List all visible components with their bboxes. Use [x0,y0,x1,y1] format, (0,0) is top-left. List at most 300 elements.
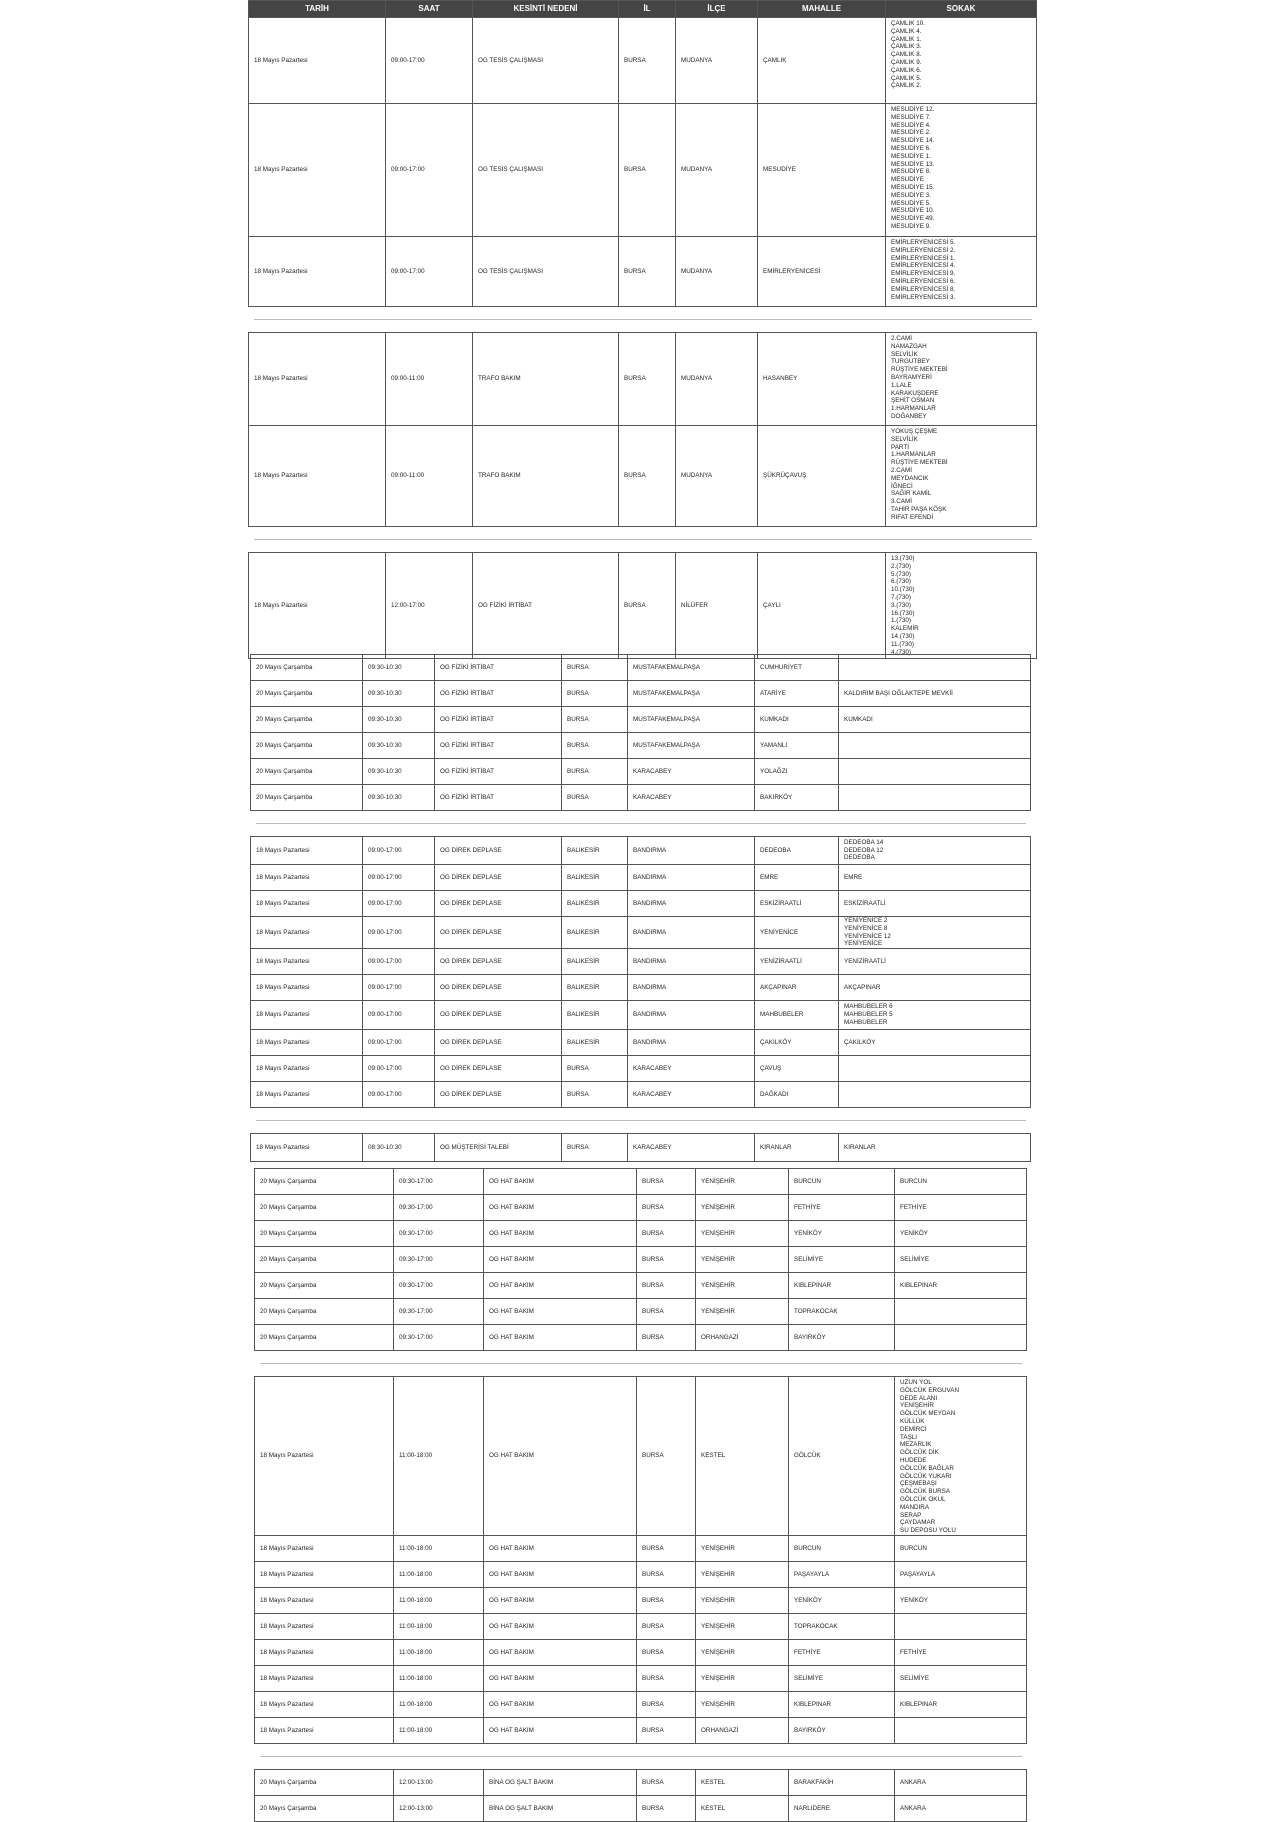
separator-row [249,307,1037,333]
reason-cell: OG HAT BAKIM [484,1588,637,1614]
province-cell: BURSA [562,1082,628,1108]
time-cell: 09:00-17:00 [363,1082,435,1108]
neighborhood-cell: YENİKÖY [789,1221,895,1247]
date-cell: 18 Mayıs Pazartesi [251,949,363,975]
table-row [255,1614,1027,1640]
street-name: ŞEHİT OSMAN [891,397,935,405]
neighborhood-cell: TOPRAKOCAK [789,1614,895,1640]
table-row [255,1770,1027,1796]
neighborhood-cell: BAYIRKÖY [789,1718,895,1744]
table-row [255,1666,1027,1692]
neighborhood-cell: KIBLEPINAR [789,1273,895,1299]
time-cell: 11:00-18:00 [394,1614,484,1640]
street-name: GÖLCÜK BURSA [900,1488,951,1496]
street-cell [895,1770,1027,1796]
street-name: YENİŞEHİR [900,1402,934,1410]
street-cell [895,1640,1027,1666]
table-row [251,681,1031,707]
date-cell: 20 Mayıs Çarşamba [255,1195,394,1221]
street-name: SELVİLİK [891,435,918,443]
reason-cell: OG HAT BAKIM [484,1562,637,1588]
time-cell: 09:30-17:00 [394,1195,484,1221]
street-name: BAYRAMYERİ [891,373,932,381]
street-name: ESKİZİRAATLİ [844,899,886,907]
date-cell: 20 Mayıs Çarşamba [255,1299,394,1325]
neighborhood-cell: NARLIDERE [789,1796,895,1822]
province-cell: BALIKESİR [562,837,628,865]
neighborhood-cell: BARAKFAKİH [789,1770,895,1796]
street-name: YENİYENİCE [844,940,883,948]
date-cell: 18 Mayıs Pazartesi [255,1614,394,1640]
street-name: TAŞLI [900,1433,918,1441]
time-cell: 09:30-10:30 [363,655,435,681]
province-cell: BURSA [637,1562,696,1588]
separator-cell [255,1351,1027,1377]
district-cell: MUDANYA [676,104,758,237]
table-row [251,865,1031,891]
street-cell [839,837,1031,865]
street-name: MESUDİYE 1. [891,152,931,160]
province-cell: BURSA [562,759,628,785]
district-cell: BANDIRMA [628,917,755,949]
street-name: 13.(730) [891,555,915,562]
date-cell: 20 Mayıs Çarşamba [251,785,363,811]
province-cell: BALIKESİR [562,865,628,891]
street-name: 10.(730) [891,586,915,594]
table-row [251,759,1031,785]
street-name: ÇAKILKÖY [844,1038,876,1046]
neighborhood-cell: BAYIRKÖY [789,1325,895,1351]
street-name: ÇAMLIK 1. [891,35,922,43]
district-cell: KARACABEY [628,759,755,785]
district-cell: ORHANGAZİ [696,1718,789,1744]
table-row [255,1377,1027,1536]
neighborhood-cell: ÇAMLIK [758,18,886,104]
time-cell: 09:30-10:30 [363,759,435,785]
street-name: DEDE ALANI [900,1394,938,1402]
time-cell: 12:00-17:00 [386,553,473,659]
street-name: 11.(730) [891,640,914,648]
neighborhood-cell: KIBLEPINAR [789,1692,895,1718]
street-name: DEDEOBA [844,854,875,862]
street-cell [895,1325,1027,1351]
table-row [251,949,1031,975]
time-cell: 09:30-17:00 [394,1247,484,1273]
neighborhood-cell: YENİKÖY [789,1588,895,1614]
separator-line [260,1756,1022,1757]
reason-cell: OG DİREK DEPLASE [435,865,562,891]
table-row [251,1030,1031,1056]
street-name: ÇAMLIK 2. [891,82,922,90]
street-name: YENİKÖY [900,1596,928,1604]
table-row [255,1796,1027,1822]
neighborhood-cell: PAŞAYAYLA [789,1562,895,1588]
table-row [251,655,1031,681]
reason-cell: OG HAT BAKIM [484,1169,637,1195]
date-cell: 18 Mayıs Pazartesi [249,18,386,104]
table-header-row [249,1,1037,18]
street-name: TAHİR PAŞA KÖŞK [891,505,947,513]
neighborhood-cell: HASANBEY [758,333,886,426]
outage-table-1 [248,0,1037,659]
table-row [255,1536,1027,1562]
date-cell: 18 Mayıs Pazartesi [255,1692,394,1718]
reason-cell: OG MÜŞTERİSİ TALEBİ [435,1134,562,1162]
street-cell [895,1536,1027,1562]
time-cell: 09:00-17:00 [363,917,435,949]
date-cell: 20 Mayıs Çarşamba [255,1221,394,1247]
street-name: ÇAMLIK 3. [891,43,922,51]
time-cell: 09:00-11:00 [386,333,473,426]
street-name: KARAKUŞDERE [891,389,939,397]
table-row [251,975,1031,1001]
date-cell: 20 Mayıs Çarşamba [251,733,363,759]
street-name: ÇEŞMEBAŞI [900,1480,937,1488]
time-cell: 11:00-18:00 [394,1718,484,1744]
street-cell [839,707,1031,733]
district-cell: YENİŞEHİR [696,1562,789,1588]
street-name: YENİZİRAATLİ [844,957,886,965]
street-name: MEZARLIK [900,1441,932,1449]
district-cell: YENİŞEHİR [696,1273,789,1299]
street-name: ÇAMLIK 4. [891,27,922,35]
street-name: KIBLEPINAR [900,1700,938,1708]
reason-cell: OG DİREK DEPLASE [435,949,562,975]
street-name: 1.LALE [891,381,912,389]
street-name: MESUDİYE [891,176,924,184]
street-name: KUMKADI [844,715,873,723]
province-cell: BURSA [637,1195,696,1221]
date-cell: 18 Mayıs Pazartesi [251,975,363,1001]
district-cell: YENİŞEHİR [696,1588,789,1614]
time-cell: 12:00-13:00 [394,1770,484,1796]
province-cell: BURSA [637,1221,696,1247]
table-row [249,553,1037,659]
street-cell [895,1614,1027,1640]
time-cell: 09:30-17:00 [394,1169,484,1195]
separator-row [249,527,1037,553]
province-cell: BALIKESİR [562,1001,628,1030]
district-cell: YENİŞEHİR [696,1666,789,1692]
street-name: ÇAYDAMAR [900,1519,936,1527]
date-cell: 18 Mayıs Pazartesi [251,1082,363,1108]
reason-cell: OG DİREK DEPLASE [435,975,562,1001]
neighborhood-cell: FETHİYE [789,1195,895,1221]
table-row [249,18,1037,104]
date-cell: 20 Mayıs Çarşamba [255,1247,394,1273]
reason-cell: OG HAT BAKIM [484,1195,637,1221]
date-cell: 18 Mayıs Pazartesi [251,1030,363,1056]
header-date: TARİH [249,1,386,18]
table-row [251,891,1031,917]
neighborhood-cell: ESKİZİRAATLİ [755,891,839,917]
reason-cell: TRAFO BAKIM [473,333,619,426]
district-cell: MUSTAFAKEMALPAŞA [628,733,755,759]
time-cell: 09:00-17:00 [386,237,473,307]
province-cell: BURSA [619,426,676,527]
reason-cell: OG HAT BAKIM [484,1247,637,1273]
street-cell [895,1299,1027,1325]
header-neighborhood: MAHALLE [758,1,886,18]
district-cell: MUSTAFAKEMALPAŞA [628,655,755,681]
street-name: 14.(730) [891,632,915,640]
street-name: GÖLCÜK YUKARI [900,1472,952,1480]
street-name: NAMAZGAH [891,342,927,350]
district-cell: MUSTAFAKEMALPAŞA [628,681,755,707]
street-name: KALEMİR [891,625,919,633]
time-cell: 12:00-13:00 [394,1796,484,1822]
time-cell: 09:30-17:00 [394,1299,484,1325]
reason-cell: OG DİREK DEPLASE [435,917,562,949]
street-cell [895,1692,1027,1718]
table-row [251,707,1031,733]
table-row [251,1056,1031,1082]
district-cell: NİLÜFER [676,553,758,659]
province-cell: BALIKESİR [562,917,628,949]
date-cell: 18 Mayıs Pazartesi [251,1134,363,1162]
date-cell: 20 Mayıs Çarşamba [251,707,363,733]
time-cell: 09:00-17:00 [363,1056,435,1082]
time-cell: 09:00-17:00 [363,891,435,917]
street-name: DEDEOBA 14 [844,838,884,846]
time-cell: 08:30-10:30 [363,1134,435,1162]
date-cell: 18 Mayıs Pazartesi [249,553,386,659]
separator-cell [249,527,1037,553]
reason-cell: OG TESİS ÇALIŞMASI [473,18,619,104]
province-cell: BALIKESİR [562,949,628,975]
street-name: KIRANLAR [844,1143,876,1151]
neighborhood-cell: TOPRAKOCAK [789,1299,895,1325]
street-name: EMİRLERYENİCESİ 2. [891,246,956,254]
province-cell: BURSA [619,104,676,237]
reason-cell: OG DİREK DEPLASE [435,891,562,917]
street-name: YENİYENİCE 2 [844,917,888,924]
street-cell [839,681,1031,707]
date-cell: 18 Mayıs Pazartesi [249,237,386,307]
reason-cell: OG HAT BAKIM [484,1273,637,1299]
neighborhood-cell: MESUDİYE [758,104,886,237]
time-cell: 09:30-17:00 [394,1221,484,1247]
street-name: GÖLCÜK BAĞLAR [900,1464,954,1472]
table-row [255,1588,1027,1614]
street-name: HUDEDE [900,1456,927,1464]
street-name: MESUDİYE 2. [891,129,931,137]
province-cell: BURSA [562,733,628,759]
street-name: ÇAMLIK 6. [891,66,922,74]
street-cell [895,1273,1027,1299]
province-cell: BURSA [562,707,628,733]
street-name: MAHBUBELER 6 [844,1003,893,1011]
neighborhood-cell: YENİYENİCE [755,917,839,949]
district-cell: BANDIRMA [628,1001,755,1030]
reason-cell: OG HAT BAKIM [484,1377,637,1536]
time-cell: 11:00-18:00 [394,1692,484,1718]
district-cell: YENİŞEHİR [696,1195,789,1221]
header-reason: KESİNTİ NEDENİ [473,1,619,18]
district-cell: YENİŞEHİR [696,1299,789,1325]
street-cell [839,759,1031,785]
street-name: MANDIRA [900,1503,930,1511]
reason-cell: OG HAT BAKIM [484,1536,637,1562]
street-cell [886,104,1037,237]
neighborhood-cell: CUMHURİYET [755,655,839,681]
district-cell: KESTEL [696,1796,789,1822]
time-cell: 09:30-17:00 [394,1273,484,1299]
street-name: BURCUN [900,1544,927,1552]
province-cell: BURSA [637,1536,696,1562]
table-row [251,1134,1031,1162]
neighborhood-cell: BURCUN [789,1536,895,1562]
date-cell: 20 Mayıs Çarşamba [255,1770,394,1796]
street-cell [839,1030,1031,1056]
street-name: YENİYENİCE 8 [844,924,888,932]
table-row [249,333,1037,426]
table-row [251,785,1031,811]
province-cell: BURSA [637,1796,696,1822]
date-cell: 18 Mayıs Pazartesi [249,333,386,426]
date-cell: 18 Mayıs Pazartesi [255,1562,394,1588]
street-name: ÇAMLIK 8. [891,51,922,59]
date-cell: 18 Mayıs Pazartesi [255,1718,394,1744]
street-name: SU DEPOSU YOLU [900,1527,956,1535]
street-name: MESUDİYE 13. [891,160,935,168]
table-row [255,1169,1027,1195]
reason-cell: OG FİZİKİ İRTİBAT [435,681,562,707]
street-name: TURGUTBEY [891,358,930,366]
date-cell: 20 Mayıs Çarşamba [255,1169,394,1195]
district-cell: YENİŞEHİR [696,1692,789,1718]
street-name: KÜLLÜK [900,1417,925,1425]
date-cell: 20 Mayıs Çarşamba [251,655,363,681]
street-name: 1.HARMANLAR [891,405,936,413]
district-cell: MUDANYA [676,333,758,426]
time-cell: 09:30-10:30 [363,707,435,733]
street-name: GÖLCÜK ERGUVAN [900,1386,960,1394]
street-name: MAHBUBELER [844,1019,888,1027]
separator-row [251,1108,1031,1134]
street-cell [886,426,1037,527]
province-cell: BURSA [637,1273,696,1299]
neighborhood-cell: ÇAVUŞ [755,1056,839,1082]
date-cell: 18 Mayıs Pazartesi [251,865,363,891]
street-name: MESUDİYE 6. [891,144,931,152]
neighborhood-cell: ÇAKILKÖY [755,1030,839,1056]
street-name: PARTİ [891,443,909,451]
reason-cell: OG DİREK DEPLASE [435,837,562,865]
header-province: İL [619,1,676,18]
reason-cell: OG HAT BAKIM [484,1718,637,1744]
date-cell: 18 Mayıs Pazartesi [251,1056,363,1082]
neighborhood-cell: BAKIRKÖY [755,785,839,811]
street-name: ÇAMLIK 9. [891,58,922,66]
street-name: ANKARA [900,1778,926,1786]
reason-cell: TRAFO BAKIM [473,426,619,527]
district-cell: KESTEL [696,1770,789,1796]
table-row [255,1299,1027,1325]
province-cell: BURSA [637,1666,696,1692]
street-name: MESUDİYE 7. [891,113,931,121]
table-row [255,1640,1027,1666]
date-cell: 20 Mayıs Çarşamba [255,1273,394,1299]
separator-line [256,1120,1026,1121]
street-name: YENİKÖY [900,1229,928,1237]
separator-row [255,1744,1027,1770]
table-row [249,426,1037,527]
province-cell: BURSA [562,1056,628,1082]
district-cell: KARACABEY [628,1082,755,1108]
street-name: SELİMİYE [900,1674,930,1682]
street-name: MESUDİYE 49. [891,215,935,223]
street-name: EMİRLERYENİCESİ 5. [891,239,956,246]
table-row [255,1718,1027,1744]
street-name: GÖLCÜK DİK [900,1449,939,1457]
street-name: ANKARA [900,1804,926,1812]
reason-cell: OG FİZİKİ İRTİBAT [435,733,562,759]
neighborhood-cell: YOLAĞZI [755,759,839,785]
street-cell [839,785,1031,811]
street-name: BURCUN [900,1177,927,1185]
street-name: RÜŞTİYE MEKTEBİ [891,459,948,467]
province-cell: BURSA [619,237,676,307]
street-name: EMRE [844,873,863,881]
street-name: MESUDİYE 14. [891,137,935,145]
reason-cell: OG HAT BAKIM [484,1640,637,1666]
district-cell: MUDANYA [676,426,758,527]
district-cell: BANDIRMA [628,837,755,865]
district-cell: BANDIRMA [628,1030,755,1056]
street-cell [895,1588,1027,1614]
table-row [255,1221,1027,1247]
street-cell [886,237,1037,307]
province-cell: BURSA [637,1169,696,1195]
header-district: İLÇE [676,1,758,18]
reason-cell: OG HAT BAKIM [484,1666,637,1692]
street-name: 1.HARMANLAR [891,451,936,459]
reason-cell: OG HAT BAKIM [484,1614,637,1640]
district-cell: BANDIRMA [628,865,755,891]
table-row [255,1692,1027,1718]
time-cell: 09:00-17:00 [363,949,435,975]
street-name: EMİRLERYENİCESİ 3. [891,293,956,301]
street-cell [839,891,1031,917]
table-row [251,733,1031,759]
province-cell: BURSA [637,1640,696,1666]
table-row [255,1273,1027,1299]
neighborhood-cell: MAHBUBELER [755,1001,839,1030]
street-name: MESUDİYE 10. [891,207,935,215]
reason-cell: OG HAT BAKIM [484,1325,637,1351]
street-name: MESUDİYE 15. [891,183,935,191]
street-name: 1.(730) [891,617,911,625]
table-row [251,917,1031,949]
street-cell [839,1134,1031,1162]
separator-cell [251,811,1031,837]
province-cell: BALIKESİR [562,891,628,917]
reason-cell: OG HAT BAKIM [484,1299,637,1325]
street-cell [886,333,1037,426]
street-cell [895,1666,1027,1692]
header-street: SOKAK [886,1,1037,18]
street-cell [895,1247,1027,1273]
date-cell: 18 Mayıs Pazartesi [251,891,363,917]
street-name: DEMİRCİ [900,1425,927,1433]
street-name: SELİMİYE [900,1255,930,1263]
time-cell: 09:00-17:00 [363,1001,435,1030]
district-cell: BANDIRMA [628,975,755,1001]
date-cell: 20 Mayıs Çarşamba [255,1325,394,1351]
time-cell: 09:00-17:00 [363,865,435,891]
date-cell: 18 Mayıs Pazartesi [251,837,363,865]
